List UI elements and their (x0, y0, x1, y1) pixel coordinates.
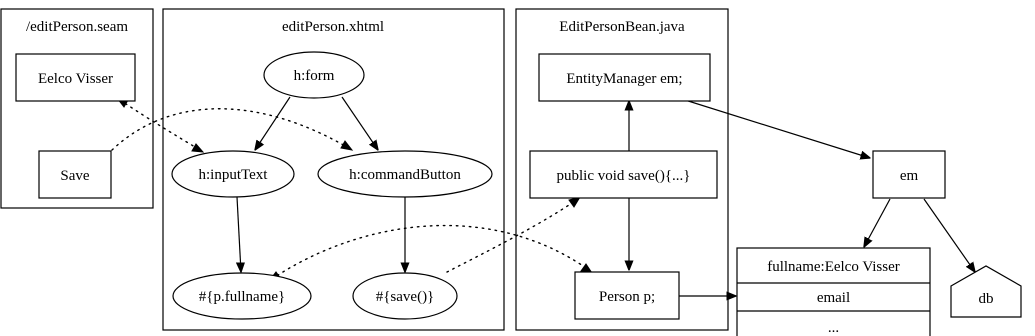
h-input-text-label: h:inputText (198, 167, 268, 183)
node-save-expr (353, 273, 457, 319)
dotted-name-to-inputtext (120, 100, 200, 150)
db-label: db (978, 291, 994, 307)
record-field-email: email (816, 290, 851, 306)
edge-form-to-inputtext (255, 97, 290, 150)
cluster-bean-title: EditPersonBean.java (559, 19, 685, 35)
record-table (737, 248, 930, 336)
entity-manager-label: EntityManager em; (566, 71, 683, 87)
record-field-fullname: fullname:Eelco Visser (767, 259, 900, 275)
p-fullname-expr-label: #{p.fullname} (198, 289, 286, 305)
edge-inputtext-to-fullname (237, 197, 241, 272)
node-h-input-text (172, 151, 294, 197)
node-h-form (264, 52, 364, 98)
node-name-field[interactable] (16, 54, 135, 101)
node-h-command-button (318, 151, 492, 197)
edge-entitymanager-to-em (685, 100, 870, 158)
dotted-head-commandbutton (341, 141, 352, 150)
h-form-label: h:form (293, 68, 335, 84)
person-p-label: Person p; (598, 289, 656, 305)
cluster-xhtml-title: editPerson.xhtml (281, 19, 385, 35)
name-field-label: Eelco Visser (37, 71, 114, 87)
record-field-more: ... (827, 320, 840, 336)
db-icon (951, 266, 1021, 317)
node-p-fullname-expr (173, 273, 311, 319)
cluster-seam-title: /editPerson.seam (25, 19, 129, 35)
save-button-label: Save (60, 168, 90, 184)
node-entity-manager (539, 54, 710, 101)
em-label: em (899, 168, 919, 184)
save-method-label: public void save(){...} (556, 168, 691, 184)
save-button[interactable] (39, 151, 111, 198)
dotted-save-to-commandbutton (112, 109, 352, 150)
dotted-fullname-to-person (272, 226, 589, 279)
save-expr-label: #{save()} (375, 289, 435, 305)
node-person-p (575, 272, 679, 319)
node-em (873, 151, 945, 198)
h-command-button-label: h:commandButton (349, 167, 461, 183)
edge-em-to-record (864, 199, 890, 247)
node-save-method (530, 151, 717, 198)
edge-form-to-commandbutton (342, 97, 378, 150)
dotted-head-inputtext (192, 144, 203, 152)
dotted-save-expr-to-save-method (447, 199, 578, 272)
edge-em-to-db (924, 199, 975, 272)
